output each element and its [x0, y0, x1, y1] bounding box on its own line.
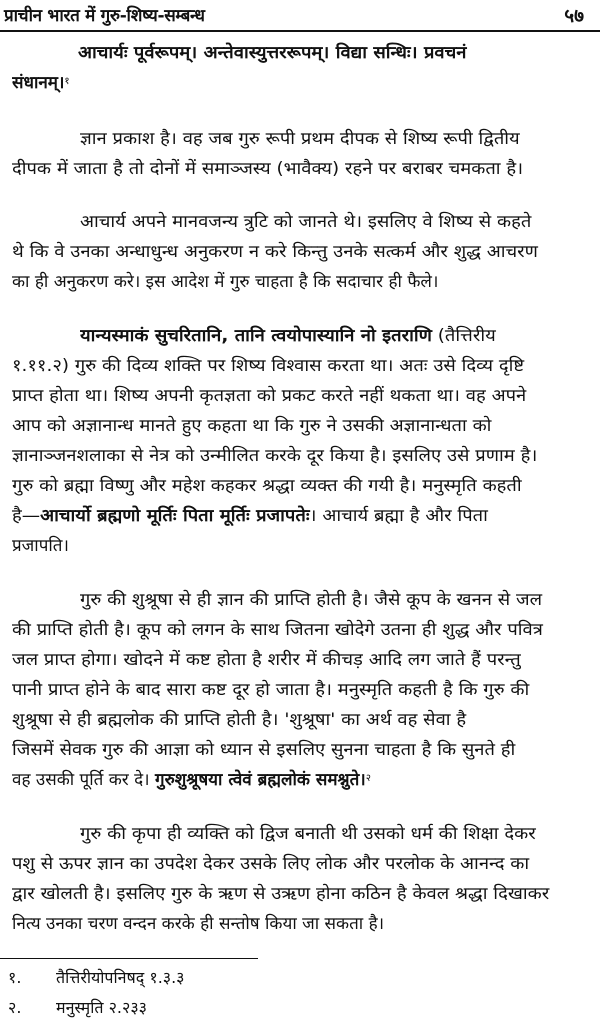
text-run: नित्य उनका चरण वन्दन करके ही सन्तोष किया जा सकता है। — [12, 914, 385, 934]
text-line — [12, 735, 600, 767]
text-line — [12, 267, 438, 299]
text-run: गुरु को ब्रह्मा विष्णु और महेश कहकर श्रद्धा व्यक्त की गयी है। मनुस्मृति कहती — [12, 476, 522, 496]
sanskrit-quote: गुरुशुश्रूषया त्वेवं ब्रह्मलोकं समश्नुते। — [155, 770, 366, 790]
text-line — [12, 501, 600, 533]
text-line — [12, 675, 600, 707]
text-line — [12, 879, 600, 911]
sanskrit-quote: यान्यस्माकं सुचरितानि, तानि त्वयोपास्यानि नो इतराणि — [80, 326, 432, 346]
text-run: प्राप्त होता था। शिष्य अपनी कृतज्ञता को प्रकट करते नहीं थकता था। वह अपने — [12, 386, 527, 406]
text-line — [12, 645, 600, 677]
text-run: गुरु की शुश्रूषा से ही ज्ञान की प्राप्ति होती है। जैसे कूप के खनन से जल — [80, 590, 543, 610]
text-run: । आचार्य ब्रह्मा है और पिता — [309, 506, 488, 526]
text-line — [80, 207, 600, 239]
text-run: आप को अज्ञानान्ध मानते हुए कहता था कि गुरु ने उसकी अज्ञानान्धता को — [12, 416, 492, 436]
footnote — [8, 965, 185, 991]
text-run: आचार्य अपने मानवजन्य त्रुटि को जानते थे। इसलिए वे शिष्य से कहते — [80, 212, 532, 232]
sanskrit-quote: आचार्यो ब्रह्मणो मूर्तिः पिता मूर्तिः प्रजापतेः — [40, 506, 310, 526]
text-line — [12, 237, 600, 269]
footnote-number: २. — [8, 998, 22, 1017]
text-line — [78, 38, 600, 70]
text-line — [12, 705, 600, 737]
text-run: १.११.२) गुरु की दिव्य शक्ति पर शिष्य विश्वास करता था। अतः उसे दिव्य दृष्टि — [12, 356, 525, 376]
text-line — [12, 909, 384, 941]
text-line — [12, 68, 70, 100]
text-run: जल प्राप्त होगा। खोदने में कष्ट होता है शरीर में कीचड़ आदि लग जाते हैं परन्तु — [12, 650, 521, 670]
text-run: वह उसकी पूर्ति कर दे। — [12, 770, 155, 790]
text-line — [12, 531, 69, 563]
text-run: ज्ञानाञ्जनशलाका से नेत्र को उन्मीलित करके दूर किया है। इसलिए उसे प्रणाम है। — [12, 446, 538, 466]
text-run: (तैत्तिरीय — [431, 326, 496, 346]
text-line — [12, 615, 600, 647]
footnote-separator — [0, 958, 258, 959]
text-line — [80, 585, 600, 617]
text-run: पशु से ऊपर ज्ञान का उपदेश देकर उसके लिए लोक और परलोक के आनन्द का — [12, 854, 530, 874]
page-header — [0, 0, 600, 32]
text-line — [12, 381, 600, 413]
footnote — [8, 995, 147, 1021]
sanskrit-quote: संधानम्। — [12, 73, 65, 93]
text-run: ज्ञान प्रकाश है। वह जब गुरु रूपी प्रथम दीपक से शिष्य रूपी द्वितीय — [80, 129, 520, 149]
text-line — [80, 321, 600, 353]
text-run: है— — [12, 506, 41, 526]
text-run: जिसमें सेवक गुरु की आज्ञा को ध्यान से इसलिए सुनना चाहता है कि सुनते ही — [12, 740, 516, 760]
page-number: ५७ — [564, 5, 584, 27]
text-run: पानी प्राप्त होने के बाद सारा कष्ट दूर हो जाता है। मनुस्मृति कहती है कि गुरु की — [12, 680, 530, 700]
text-run: दीपक में जाता है तो दोनों में समाञ्जस्य (भावैक्य) रहने पर बराबर चमकता है। — [12, 159, 524, 179]
text-line — [12, 441, 600, 473]
running-title: प्राचीन भारत में गुरु-शिष्य-सम्बन्ध — [4, 6, 205, 26]
text-run: प्रजापति। — [12, 536, 69, 556]
text-run: गुरु की कृपा ही व्यक्ति को द्विज बनाती थी उसको धर्म की शिक्षा देकर — [80, 824, 536, 844]
text-run: थे कि वे उनका अन्धाधुन्ध अनुकरण न करे किन्तु उनके सत्कर्म और शुद्ध आचरण — [12, 242, 538, 262]
text-run: शुश्रूषा से ही ब्रह्मलोक की प्राप्ति होती है। 'शुश्रूषा' का अर्थ वह सेवा है — [12, 710, 467, 730]
footnote-number: १. — [8, 968, 22, 987]
text-line — [12, 411, 600, 443]
text-line — [80, 819, 600, 851]
text-line — [12, 154, 600, 186]
footnote-ref: १ — [64, 76, 70, 87]
text-run: द्वार खोलती है। इसलिए गुरु के ऋण से उऋण होना कठिन है केवल श्रद्धा दिखाकर — [12, 884, 550, 904]
text-run: की प्राप्ति होती है। कूप को लगन के साथ जितना खोदेगे उतना ही शुद्ध और पवित्र — [12, 620, 543, 640]
text-line — [12, 849, 600, 881]
text-run: का ही अनुकरण करे। इस आदेश में गुरु चाहता है कि सदाचार ही फैले। — [12, 272, 439, 292]
text-line — [12, 351, 600, 383]
footnote-text: मनुस्मृति २.२३३ — [56, 998, 147, 1017]
footnote-ref: २ — [365, 773, 371, 784]
footnote-text: तैत्तिरीयोपनिषद् १.३.३ — [56, 968, 185, 987]
text-line — [12, 471, 600, 503]
text-line — [12, 765, 371, 797]
sanskrit-quote: आचार्यः पूर्वरूपम्। अन्तेवास्युत्तररूपम्। विद्या सन्धिः। प्रवचनं — [78, 43, 467, 63]
text-line — [80, 124, 600, 156]
